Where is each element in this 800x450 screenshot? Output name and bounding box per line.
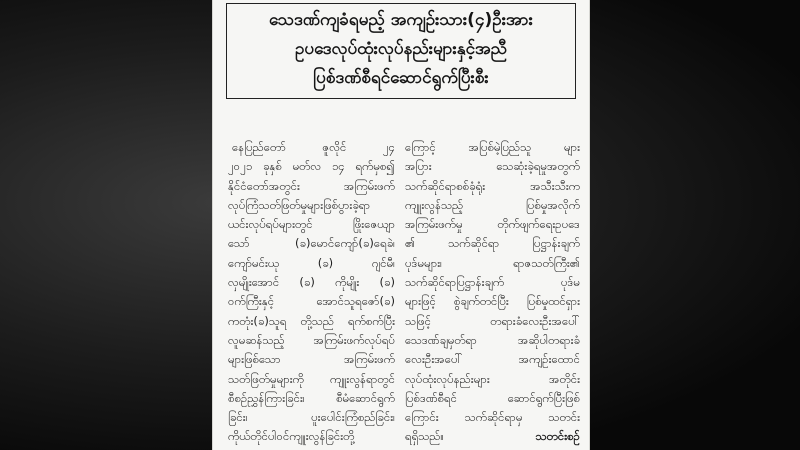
body-line: လေးဦးအပေါ် အကျဉ်းထောင် xyxy=(405,352,580,367)
newspaper-clipping xyxy=(212,0,590,450)
body-line: သေဒဏ်ချမှတ်ရာ အဆိုပါတရားခံ xyxy=(405,332,580,347)
body-line: ခြင်း၊ ပူးပေါင်းကြံစည်ခြင်း၊ xyxy=(228,410,395,425)
body-line: ပြစ်ဒဏ်စီရင် ဆောင်ရွက်ပြီးဖြစ် xyxy=(405,390,580,405)
dateline: နေပြည်တော် ဇူလိုင် ၂၄ xyxy=(232,140,395,154)
headline-box xyxy=(226,3,576,99)
headline-line: ဥပဒေလုပ်ထုံးလုပ်နည်းများနှင့်အညီ xyxy=(294,39,508,59)
body-line: စီစဉ်ညွှန်ကြားခြင်း၊ စီမံဆောင်ရွက် xyxy=(228,390,395,405)
byline: သတင်းစဉ် xyxy=(535,429,580,444)
body-line: သဖြင့် တရားခံလေးဦးအပေါ် xyxy=(405,313,580,328)
body-line: လုပ်ကြံသတ်ဖြတ်မှုများဖြစ်ပွားခဲ့ရာ xyxy=(228,197,371,212)
body-line: အပြား သေဆုံးခဲ့ရမှုအတွက် xyxy=(405,159,580,174)
body-line: သက်ဆိုင်ရာပြဋ္ဌာန်းချက် ပုဒ်မ xyxy=(405,275,580,290)
body-line: များဖြင့် စွဲချက်တင်ပြီး ပြစ်မှုထင်ရှား xyxy=(405,294,580,309)
body-line: လုပ်ထုံးလုပ်နည်းများ အတိုင်း xyxy=(405,371,580,386)
body-line: လှမျိုးအောင် (ခ) ကိုမျိုး (ခ) xyxy=(228,275,395,290)
body-line: ကြောင်း သက်ဆိုင်ရာမှ သတင်း xyxy=(405,410,580,425)
right-column xyxy=(405,138,580,447)
body-line: ကျူးလွန်သည့် ပြစ်မှုအလိုက် xyxy=(405,197,580,212)
left-column xyxy=(228,138,395,447)
body-line: လူမဆန်သည့် အကြမ်းဖက်လုပ်ရပ် xyxy=(228,332,395,347)
closing-line xyxy=(405,427,580,446)
body-line: ကြောင့် အပြစ်မဲ့ပြည်သူ များ xyxy=(405,140,580,154)
body-line: သတ်ဖြတ်မှုများကို ကျူးလွန်ရာတွင် xyxy=(228,371,395,386)
body-line: ၂၀၂၁ ခုနှစ် မတ်လ ၁၄ ရက်မှစ၍ xyxy=(228,159,395,174)
headline-line: ပြစ်ဒဏ်စီရင်ဆောင်ရွက်ပြီးစီး xyxy=(313,68,489,88)
body-line: နိုင်ငံတော်အတွင်း အကြမ်းဖက် xyxy=(228,178,395,193)
body-line: ဝက်ကြီးနှင့် အောင်သူရဇော်(ခ) xyxy=(228,294,395,309)
headline-line: သေဒဏ်ကျခံရမည့် အကျဉ်းသား(၄)ဦးအား xyxy=(269,10,533,30)
body-line: သော် (ခ)မောင်ကျော်(ခ)ရေခဲ၊ xyxy=(228,236,395,251)
body-line: များဖြစ်သော အကြမ်းဖက် xyxy=(228,352,395,367)
body-line: ကတုံး(ခ)သူရ တို့သည် ရက်စက်ပြီး xyxy=(228,313,395,328)
body-line: ကိုယ်တိုင်ပါဝင်ကျူးလွန်ခြင်းတို့ xyxy=(228,429,355,444)
body-line: ၏ သက်ဆိုင်ရာ ပြဋ္ဌာန်းချက် xyxy=(405,236,580,251)
body-line: ယင်းလုပ်ရပ်များတွင် ဖြိုးဇေယျာ xyxy=(228,217,395,232)
body-line: သက်ဆိုင်ရာစစ်ခုံရုံး အသီးသီးက xyxy=(405,178,580,193)
body-line: ပုဒ်မများ၊ ရာဇသတ်ကြီး၏ xyxy=(405,255,580,270)
closing-text: ရရှိသည်။ xyxy=(405,429,444,444)
body-line: အကြမ်းဖက်မှု တိုက်ဖျက်ရေးဥပဒေ xyxy=(405,217,580,232)
body-line: ကျော်မင်းယု (ခ) ဂျင်မီ၊ xyxy=(228,255,395,270)
